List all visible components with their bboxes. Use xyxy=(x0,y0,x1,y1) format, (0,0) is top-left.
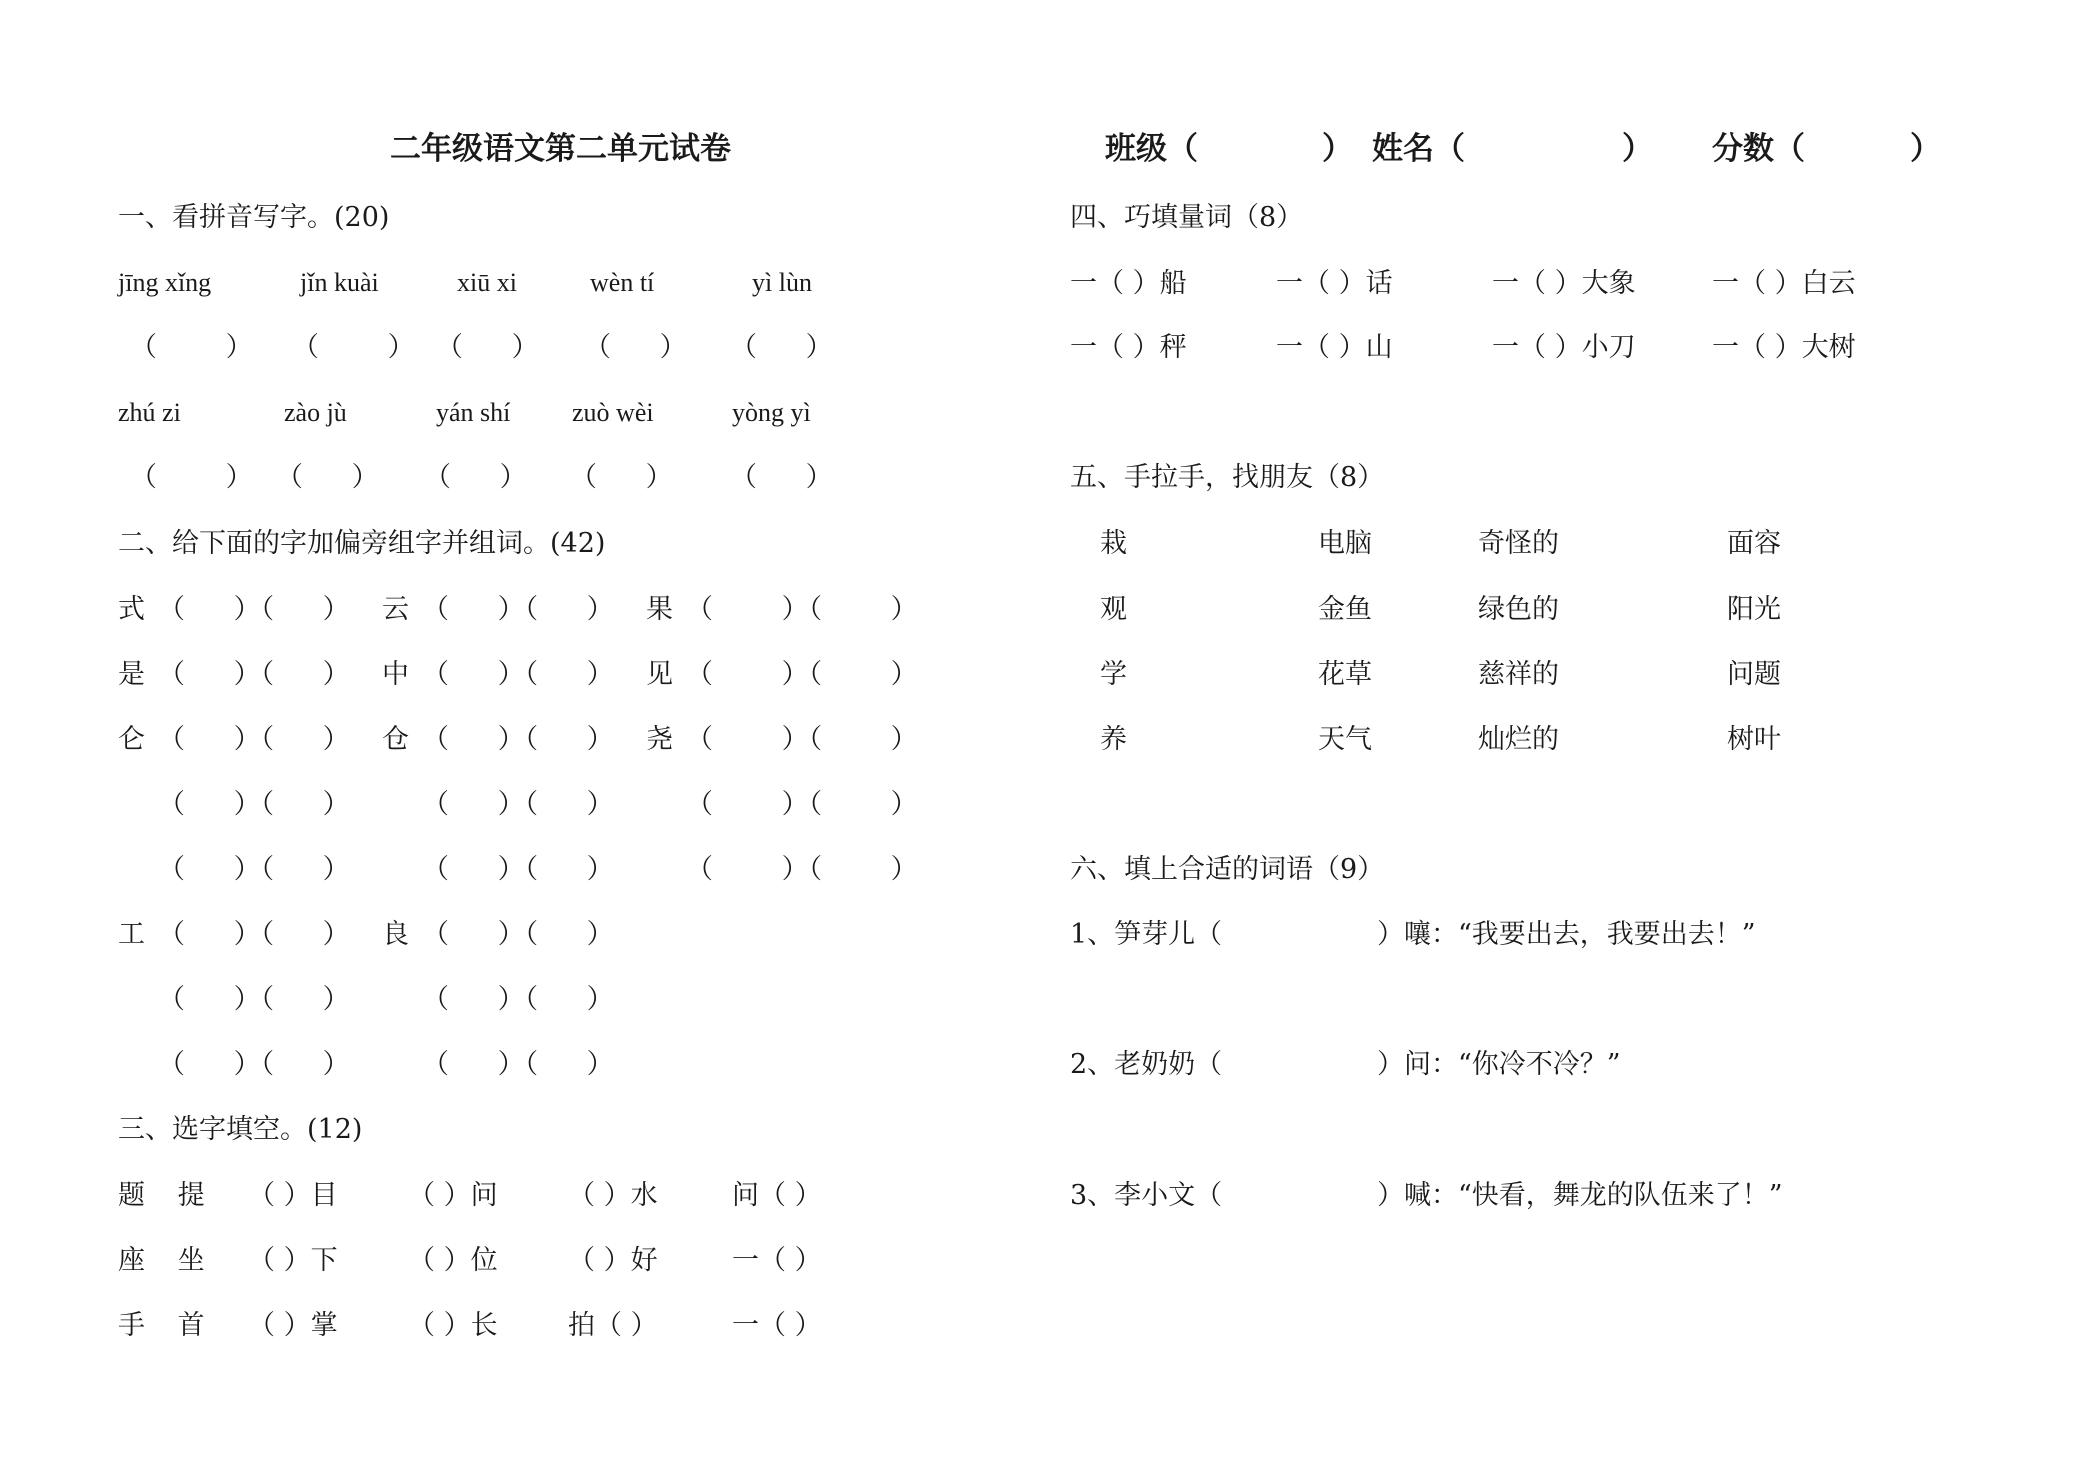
answer-pair[interactable]: （ ）（ ） xyxy=(158,984,350,1015)
name-close: ） xyxy=(1622,131,1653,167)
answer-pair[interactable]: （ ）（ ） xyxy=(686,789,918,820)
measure-word-item[interactable]: 一（ ）船 xyxy=(1070,268,1187,299)
answer-pair[interactable]: （ ）（ ） xyxy=(158,594,350,625)
base-char: 是 xyxy=(118,659,145,690)
answer-pair[interactable]: （ ）（ ） xyxy=(686,594,918,625)
fill-item[interactable]: （ ）好 xyxy=(568,1245,658,1276)
char-pair: 题 提 xyxy=(118,1180,205,1211)
base-char: 仓 xyxy=(382,724,409,755)
base-char: 云 xyxy=(382,594,409,625)
base-char: 中 xyxy=(382,659,409,690)
measure-word-item[interactable]: 一（ ）山 xyxy=(1276,332,1393,363)
base-char: 尧 xyxy=(646,724,673,755)
fill-sentence-start: 2、老奶奶（ xyxy=(1070,1049,1223,1080)
class-close: ） xyxy=(1322,131,1353,167)
section-2-heading: 二、给下面的字加偏旁组字并组词。(42) xyxy=(118,528,606,559)
measure-word-item[interactable]: 一（ ）大树 xyxy=(1712,332,1856,363)
fill-item[interactable]: （ ）目 xyxy=(248,1180,338,1211)
answer-pair[interactable]: （ ）（ ） xyxy=(422,854,614,885)
match-word: 观 xyxy=(1100,594,1127,625)
answer-blank[interactable]: （ ） xyxy=(570,462,673,493)
answer-blank[interactable]: （ ） xyxy=(584,332,687,363)
fill-sentence-end: ）问：“你冷不冷？” xyxy=(1377,1049,1621,1080)
match-word: 绿色的 xyxy=(1478,594,1559,625)
char-pair: 手 首 xyxy=(118,1310,205,1341)
match-word: 树叶 xyxy=(1727,724,1781,755)
match-word: 学 xyxy=(1100,659,1127,690)
pinyin: zào jù xyxy=(284,398,347,427)
answer-pair[interactable]: （ ）（ ） xyxy=(422,659,614,690)
answer-blank[interactable]: （ ） xyxy=(424,462,527,493)
fill-item[interactable]: （ ）下 xyxy=(248,1245,338,1276)
fill-item[interactable]: 一（ ） xyxy=(732,1310,822,1341)
pinyin: zuò wèi xyxy=(572,398,654,427)
pinyin: xiū xi xyxy=(457,268,517,297)
pinyin: yán shí xyxy=(436,398,511,427)
fill-sentence-start: 3、李小文（ xyxy=(1070,1180,1223,1211)
measure-word-item[interactable]: 一（ ）大象 xyxy=(1492,268,1636,299)
section-5-heading: 五、手拉手，找朋友（8） xyxy=(1070,462,1385,493)
fill-item[interactable]: （ ）掌 xyxy=(248,1310,338,1341)
answer-blank[interactable]: （ ） xyxy=(292,332,415,363)
answer-pair[interactable]: （ ）（ ） xyxy=(158,854,350,885)
match-word: 奇怪的 xyxy=(1478,528,1559,559)
section-4-heading: 四、巧填量词（8） xyxy=(1070,202,1304,233)
fill-item[interactable]: 一（ ） xyxy=(732,1245,822,1276)
name-label: 姓名（ xyxy=(1372,131,1465,167)
answer-pair[interactable]: （ ）（ ） xyxy=(422,984,614,1015)
base-char: 式 xyxy=(118,594,145,625)
answer-pair[interactable]: （ ）（ ） xyxy=(422,789,614,820)
match-word: 灿烂的 xyxy=(1478,724,1559,755)
pinyin: yì lùn xyxy=(752,268,812,297)
answer-pair[interactable]: （ ）（ ） xyxy=(158,789,350,820)
fill-sentence-end: ）嚷：“我要出去，我要出去！” xyxy=(1377,919,1756,950)
fill-item[interactable]: （ ）长 xyxy=(408,1310,498,1341)
measure-word-item[interactable]: 一（ ）秤 xyxy=(1070,332,1187,363)
match-word: 养 xyxy=(1100,724,1127,755)
page-title: 二年级语文第二单元试卷 xyxy=(390,131,731,167)
class-label: 班级（ xyxy=(1105,131,1198,167)
answer-pair[interactable]: （ ）（ ） xyxy=(158,724,350,755)
fill-item[interactable]: 问（ ） xyxy=(732,1180,822,1211)
match-word: 阳光 xyxy=(1727,594,1781,625)
fill-item[interactable]: 拍（ ） xyxy=(568,1310,658,1341)
match-word: 电脑 xyxy=(1318,528,1372,559)
pinyin: jǐn kuài xyxy=(300,268,379,297)
match-word: 面容 xyxy=(1727,528,1781,559)
match-word: 金鱼 xyxy=(1318,594,1372,625)
pinyin: yòng yì xyxy=(732,398,811,427)
base-char: 仑 xyxy=(118,724,145,755)
answer-pair[interactable]: （ ）（ ） xyxy=(158,1049,350,1080)
base-char: 良 xyxy=(382,919,409,950)
section-1-heading: 一、看拼音写字。(20) xyxy=(118,202,390,233)
answer-blank[interactable]: （ ） xyxy=(730,332,833,363)
section-3-heading: 三、选字填空。(12) xyxy=(118,1114,363,1145)
pinyin: jīng xǐng xyxy=(118,268,212,297)
measure-word-item[interactable]: 一（ ）话 xyxy=(1276,268,1393,299)
answer-pair[interactable]: （ ）（ ） xyxy=(158,919,350,950)
measure-word-item[interactable]: 一（ ）白云 xyxy=(1712,268,1856,299)
match-word: 天气 xyxy=(1318,724,1372,755)
match-word: 花草 xyxy=(1318,659,1372,690)
answer-blank[interactable]: （ ） xyxy=(276,462,379,493)
fill-item[interactable]: （ ）位 xyxy=(408,1245,498,1276)
pinyin: wèn tí xyxy=(590,268,655,297)
answer-blank[interactable]: （ ） xyxy=(730,462,833,493)
fill-sentence-start: 1、笋芽儿（ xyxy=(1070,919,1223,950)
answer-blank[interactable]: （ ） xyxy=(130,462,253,493)
base-char: 见 xyxy=(646,659,673,690)
answer-blank[interactable]: （ ） xyxy=(436,332,539,363)
char-pair: 座 坐 xyxy=(118,1245,205,1276)
answer-pair[interactable]: （ ）（ ） xyxy=(686,659,918,690)
match-word: 问题 xyxy=(1727,659,1781,690)
answer-pair[interactable]: （ ）（ ） xyxy=(422,1049,614,1080)
fill-sentence-end: ）喊：“快看，舞龙的队伍来了！” xyxy=(1377,1180,1783,1211)
answer-pair[interactable]: （ ）（ ） xyxy=(422,919,614,950)
fill-item[interactable]: （ ）问 xyxy=(408,1180,498,1211)
answer-pair[interactable]: （ ）（ ） xyxy=(422,594,614,625)
base-char: 果 xyxy=(646,594,673,625)
measure-word-item[interactable]: 一（ ）小刀 xyxy=(1492,332,1636,363)
base-char: 工 xyxy=(118,919,145,950)
match-word: 栽 xyxy=(1100,528,1127,559)
score-label: 分数（ xyxy=(1712,131,1805,167)
answer-pair[interactable]: （ ）（ ） xyxy=(686,854,918,885)
answer-pair[interactable]: （ ）（ ） xyxy=(158,659,350,690)
answer-pair[interactable]: （ ）（ ） xyxy=(422,724,614,755)
answer-pair[interactable]: （ ）（ ） xyxy=(686,724,918,755)
pinyin: zhú zi xyxy=(118,398,181,427)
score-close: ） xyxy=(1910,131,1941,167)
match-word: 慈祥的 xyxy=(1478,659,1559,690)
answer-blank[interactable]: （ ） xyxy=(130,332,253,363)
fill-item[interactable]: （ ）水 xyxy=(568,1180,658,1211)
section-6-heading: 六、填上合适的词语（9） xyxy=(1070,854,1385,885)
